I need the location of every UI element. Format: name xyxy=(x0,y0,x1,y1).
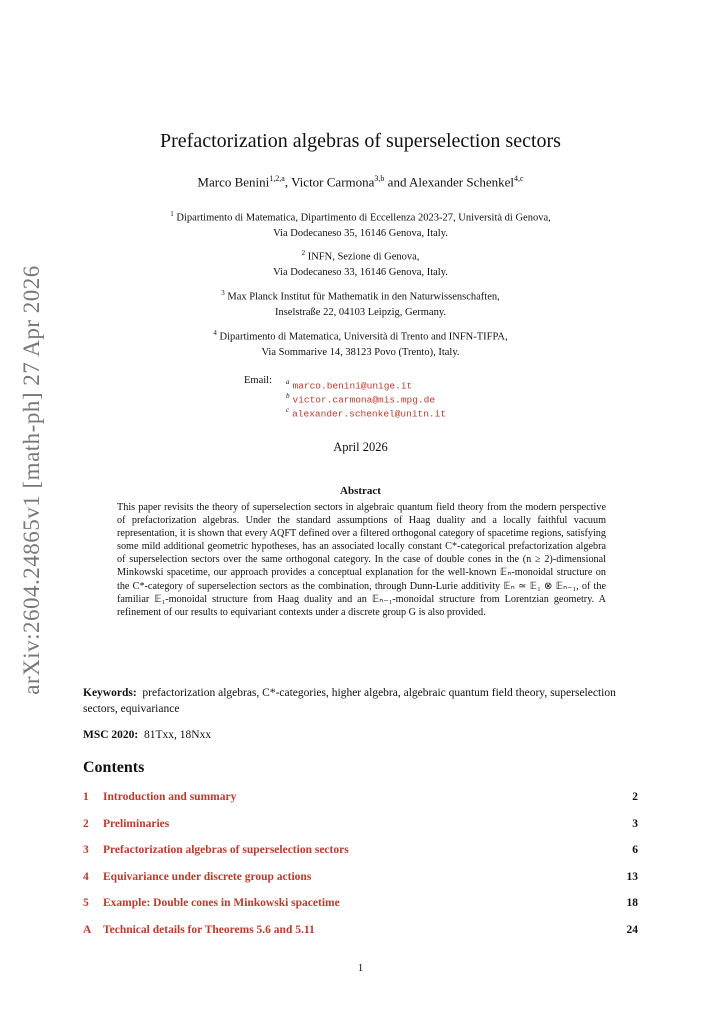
author-affiliation-marker: 1,2,a xyxy=(269,174,285,183)
toc-entry[interactable] xyxy=(83,923,638,950)
toc-section-number[interactable]: A xyxy=(83,923,92,936)
email-link[interactable]: alexander.schenkel@unitn.it xyxy=(292,408,447,420)
toc-section-number[interactable]: 4 xyxy=(83,870,89,883)
table-of-contents xyxy=(83,790,638,949)
email-marker: a xyxy=(286,378,290,386)
email-entry xyxy=(286,375,526,392)
keywords-label: Keywords: xyxy=(83,687,137,699)
affiliation-address: Via Dodecaneso 33, 16146 Genova, Italy. xyxy=(273,266,448,278)
publication-date: April 2026 xyxy=(333,440,388,454)
toc-section-number[interactable]: 3 xyxy=(83,844,89,856)
affiliation-line: Max Planck Institut für Mathematik in den Naturwissenschaften, xyxy=(227,291,500,303)
email-entry xyxy=(286,389,526,406)
toc-page-number: 18 xyxy=(626,897,638,909)
author-name: Alexander Schenkel xyxy=(408,174,515,190)
author-separator: , xyxy=(284,174,292,190)
page-number: 1 xyxy=(357,962,364,974)
affiliation-marker: 2 xyxy=(301,249,306,257)
toc-entry[interactable] xyxy=(83,870,638,897)
affiliation-address: Inselstraße 22, 04103 Leipzig, Germany. xyxy=(274,306,447,318)
affiliation-address: Via Dodecaneso 35, 16146 Genova, Italy. xyxy=(273,227,448,239)
email-list xyxy=(286,375,526,420)
toc-page-number: 6 xyxy=(632,844,638,856)
affiliation xyxy=(0,207,721,241)
toc-section-title[interactable]: Technical details for Theorems 5.6 and 5.11 xyxy=(103,923,315,936)
paper-title: Prefactorization algebras of superselection sectors xyxy=(160,130,561,152)
email-link[interactable]: marco.benini@unige.it xyxy=(292,380,413,392)
toc-section-title[interactable]: Prefactorization algebras of superselection sectors xyxy=(103,844,349,856)
toc-entry[interactable] xyxy=(83,790,638,817)
author-name: Victor Carmona xyxy=(291,174,375,190)
author-affiliation-marker: 4,c xyxy=(514,174,524,183)
email-link[interactable]: victor.carmona@mis.mpg.de xyxy=(292,394,436,406)
author-separator: and xyxy=(384,174,409,190)
keywords xyxy=(83,685,638,717)
toc-entry[interactable] xyxy=(83,843,638,870)
msc-classification xyxy=(83,729,211,741)
author-list xyxy=(0,174,721,190)
keywords-text: prefactorization algebras, C*-categories, higher algebra, algebraic quantum field theory, superselection sectors, equivariance xyxy=(83,687,616,715)
affiliation-line: INFN, Sezione di Genova, xyxy=(307,251,420,263)
toc-section-number[interactable]: 5 xyxy=(83,897,89,909)
affiliation xyxy=(0,326,721,360)
author-affiliation-marker: 3,b xyxy=(374,174,385,183)
msc-codes: 81Txx, 18Nxx xyxy=(144,729,212,741)
affiliation-address: Via Sommarive 14, 38123 Povo (Trento), Italy. xyxy=(261,346,460,358)
toc-page-number: 24 xyxy=(626,923,638,936)
email-entry xyxy=(286,403,526,420)
msc-label: MSC 2020: xyxy=(83,729,139,741)
toc-section-title[interactable]: Preliminaries xyxy=(103,817,170,830)
affiliation-marker: 1 xyxy=(170,210,174,218)
email-marker: b xyxy=(286,392,290,400)
arxiv-identifier-stamp: arXiv:2604.24865v1 [math-ph] 27 Apr 2026 xyxy=(19,265,44,695)
email-marker: c xyxy=(286,406,290,414)
abstract-text: This paper revisits the theory of superselection sectors in algebraic quantum field theory from the modern perspective of prefactorization algebras. Under the standard assumptions of Haag duality and a locally faithful vacuum representation, it is shown that every AQFT defined over a filtered orthogonal category of spacetime regions, satisfying some mild additional geometric hypotheses, has an associated locally constant C*-categorical prefactorization algebra of superselection sectors over the same orthogonal category. In the case of double cones in the (n ≥ 2)-dimensional Minkowski spacetime, our approach provides a conceptual explanation for the well-known 𝔼ₙ-monoidal structure on the C*-category of superselection sectors as the combination, through Dunn-Lurie additivity 𝔼ₙ ≃ 𝔼₁ ⊗ 𝔼ₙ₋₁, of the familiar 𝔼₁-monoidal structure from Haag duality and an 𝔼ₙ₋₁-monoidal structure from Lorentzian geometry. A refinement of our results to equivariant contexts under a discrete group G is also provided. xyxy=(117,502,606,618)
toc-section-title[interactable]: Example: Double cones in Minkowski spacetime xyxy=(103,897,340,909)
toc-entry[interactable] xyxy=(83,817,638,844)
toc-entry[interactable] xyxy=(83,896,638,923)
toc-section-number[interactable]: 1 xyxy=(83,791,89,803)
affiliation-line: Dipartimento di Matematica, Dipartimento di Eccellenza 2023-27, Università di Genova, xyxy=(176,212,551,224)
toc-section-title[interactable]: Introduction and summary xyxy=(103,791,237,803)
toc-page-number: 3 xyxy=(632,817,638,830)
abstract-heading: Abstract xyxy=(340,485,381,497)
affiliation-marker: 4 xyxy=(213,329,217,337)
author-name: Marco Benini xyxy=(197,174,270,190)
affiliation-line: Dipartimento di Matematica, Università di Trento and INFN-TIFPA, xyxy=(219,331,508,343)
toc-page-number: 2 xyxy=(632,791,638,803)
toc-section-title[interactable]: Equivariance under discrete group actions xyxy=(103,870,312,883)
affiliation xyxy=(0,246,721,280)
email-label: Email: xyxy=(244,375,272,386)
affiliation xyxy=(0,286,721,320)
affiliation-marker: 3 xyxy=(221,289,225,297)
toc-page-number: 13 xyxy=(626,870,638,883)
toc-section-number[interactable]: 2 xyxy=(83,817,89,830)
contents-heading: Contents xyxy=(83,759,145,776)
